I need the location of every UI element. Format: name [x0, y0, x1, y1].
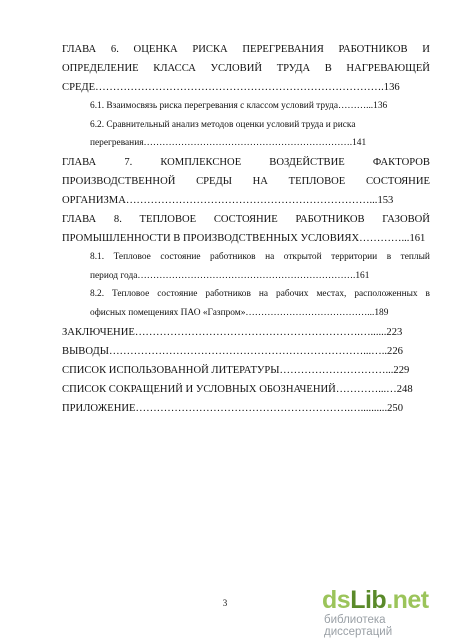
word: Тепловое — [112, 289, 150, 299]
toc-section-6-1: 6.1. Взаимосвязь риска перегревания с классом условий труда………...136 — [90, 101, 388, 111]
word: КЛАССА — [153, 63, 196, 74]
word: местах, — [316, 289, 347, 299]
watermark-subtitle: библиотека диссертаций — [324, 614, 393, 638]
toc-references: СПИСОК ИСПОЛЬЗОВАННОЙ ЛИТЕРАТУРЫ…………………………...229 — [62, 365, 410, 376]
toc-chapter-7-line-2 — [62, 175, 430, 188]
word: СОСТОЯНИЕ — [213, 214, 278, 225]
word: ГАЗОВОЙ — [382, 214, 430, 225]
word: открытой — [283, 252, 322, 262]
word: работников — [210, 252, 256, 262]
word: в — [425, 289, 430, 299]
word: УСЛОВИЙ — [210, 63, 263, 74]
toc-findings: ВЫВОДЫ………………………………………………………………...…..226 — [62, 346, 403, 357]
word: ВОЗДЕЙСТВИЕ — [269, 157, 345, 168]
word: Тепловое — [113, 252, 151, 262]
word: СРЕДЫ — [196, 176, 232, 187]
word: НА — [252, 176, 268, 187]
toc-chapter-8-line-1 — [62, 213, 430, 226]
word: в — [386, 252, 392, 262]
toc-chapter-8-line-2: ПРОМЫШЛЕННОСТИ В ПРОИЗВОДСТВЕННЫХ УСЛОВИЯХ…………...161 — [62, 233, 426, 244]
word: работников — [205, 289, 251, 299]
word: 7. — [124, 157, 133, 168]
word: ГЛАВА — [62, 157, 97, 168]
toc-section-8-1-line-2: период года…………………………………………………………….161 — [90, 271, 370, 281]
toc-chapter-6-line-3: СРЕДЕ……………………………………………………………………….136 — [62, 82, 400, 93]
page-number: 3 — [222, 598, 228, 608]
word: СОСТОЯНИЕ — [365, 176, 430, 187]
word: ГЛАВА — [62, 214, 97, 225]
word: ТЕПЛОВОЕ — [288, 176, 346, 187]
word: 6. — [110, 44, 119, 55]
word: ПЕРЕГРЕВАНИЯ — [242, 44, 324, 55]
toc-abbreviations: СПИСОК СОКРАЩЕНИЙ И УСЛОВНЫХ ОБОЗНАЧЕНИЙ…………...…248 — [62, 384, 413, 395]
word: 8.1. — [90, 252, 105, 262]
word: ТРУДА — [276, 63, 311, 74]
word: ГЛАВА — [62, 44, 97, 55]
word: территории — [331, 252, 378, 262]
word: КОМПЛЕКСНОЕ — [160, 157, 242, 168]
word: НАГРЕВАЮЩЕЙ — [346, 63, 430, 74]
word: 8.2. — [90, 289, 105, 299]
word: на — [265, 252, 275, 262]
watermark[interactable] — [322, 586, 444, 638]
word: ОПРЕДЕЛЕНИЕ — [62, 63, 139, 74]
toc-section-8-1-line-1 — [90, 251, 430, 264]
toc-chapter-7-line-3: ОРГАНИЗМА……………………………………………………………...153 — [62, 195, 394, 206]
toc-conclusion: ЗАКЛЮЧЕНИЕ……………………………………………………….…......223 — [62, 327, 403, 338]
toc-section-8-2-line-1 — [90, 288, 430, 301]
word: теплый — [400, 252, 430, 262]
logo-part-lib: Lib — [350, 586, 387, 614]
word: состояние — [157, 289, 198, 299]
toc-section-6-2-line-2: перегревания………………………………………………………….141 — [90, 138, 367, 148]
word: ПРОИЗВОДСТВЕННОЙ — [62, 176, 176, 187]
logo-part-net: .net — [386, 586, 429, 614]
toc-chapter-6-line-2 — [62, 62, 430, 75]
word: расположенных — [354, 289, 418, 299]
toc-chapter-6-line-1 — [62, 43, 430, 56]
word: РАБОТНИКОВ — [295, 214, 365, 225]
logo-part-ds: ds — [322, 586, 351, 614]
word: РАБОТНИКОВ — [338, 44, 408, 55]
word: И — [422, 44, 430, 55]
word: ФАКТОРОВ — [372, 157, 430, 168]
toc-section-6-2-line-1: 6.2. Сравнительный анализ методов оценки условий труда и риска — [90, 120, 356, 130]
toc-chapter-7-line-1 — [62, 156, 430, 169]
word: рабочих — [276, 289, 309, 299]
toc-section-8-2-line-2: офисных помещениях ПАО «Газпром»…………………………………...189 — [90, 308, 389, 318]
word: 8. — [113, 214, 122, 225]
word: ТЕПЛОВОЕ — [139, 214, 197, 225]
word: на — [258, 289, 269, 299]
word: ОЦЕНКА — [133, 44, 178, 55]
toc-appendix: ПРИЛОЖЕНИЕ…………………………………………………….…..........250 — [62, 403, 403, 414]
dslib-logo — [322, 586, 429, 615]
word: состояние — [160, 252, 201, 262]
word: В — [324, 63, 332, 74]
word: РИСКА — [192, 44, 228, 55]
